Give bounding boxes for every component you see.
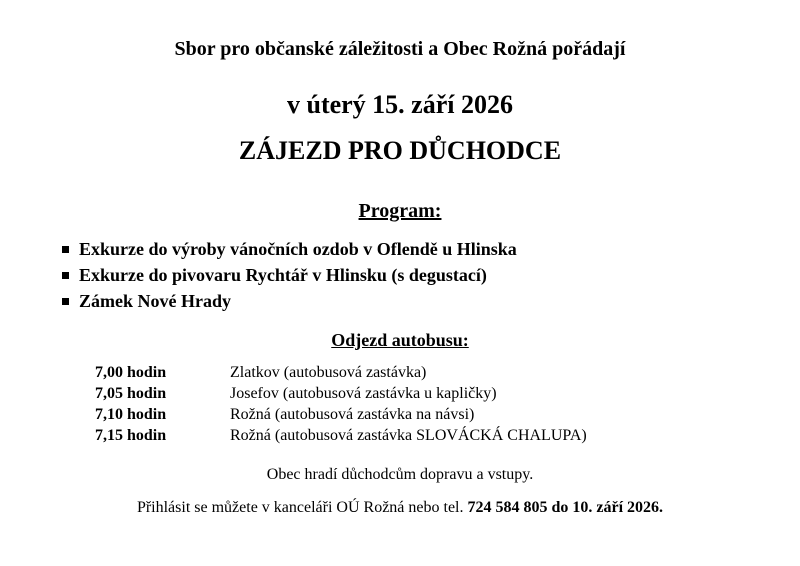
- event-date: v úterý 15. září 2026: [286, 90, 513, 119]
- program-list: [62, 236, 517, 314]
- program-item: [62, 288, 517, 314]
- departure-table: [95, 362, 587, 446]
- departure-place: Josefov (autobusová zastávka u kapličky): [230, 385, 497, 402]
- contact-phone-deadline: 724 584 805 do 10. září 2026.: [467, 499, 664, 516]
- event-title: ZÁJEZD PRO DŮCHODCE: [238, 136, 562, 165]
- transport-note: Obec hradí důchodcům dopravu a vstupy.: [266, 466, 534, 483]
- contact-text: Přihlásit se můžete v kanceláři OÚ Rožná nebo tel.: [136, 499, 464, 516]
- departure-row: [95, 362, 587, 383]
- departure-row: [95, 404, 587, 425]
- departure-time: 7,05 hodin: [95, 385, 167, 402]
- program-item-label: Exkurze do pivovaru Rychtář v Hlinsku (s degustací): [79, 265, 487, 285]
- departure-place: Rožná (autobusová zastávka na návsi): [230, 406, 475, 423]
- program-item-label: Zámek Nové Hrady: [79, 291, 231, 311]
- departure-row: [95, 425, 587, 446]
- program-item-label: Exkurze do výroby vánočních ozdob v Oflendě u Hlinska: [79, 239, 517, 259]
- program-item: [62, 262, 517, 288]
- departure-time: 7,00 hodin: [95, 364, 167, 381]
- organizers-line: Sbor pro občanské záležitosti a Obec Rožná pořádají: [174, 38, 626, 60]
- departure-row: [95, 383, 587, 404]
- program-item: [62, 236, 517, 262]
- square-bullet-icon: [62, 246, 69, 253]
- contact-line: [0, 499, 800, 517]
- departure-time: 7,10 hodin: [95, 406, 167, 423]
- square-bullet-icon: [62, 272, 69, 279]
- square-bullet-icon: [62, 298, 69, 305]
- departure-place: Zlatkov (autobusová zastávka): [230, 364, 427, 381]
- departure-heading: Odjezd autobusu:: [331, 330, 469, 350]
- departure-place: Rožná (autobusová zastávka SLOVÁCKÁ CHALUPA): [230, 427, 587, 444]
- departure-time: 7,15 hodin: [95, 427, 167, 444]
- program-heading: Program:: [358, 200, 442, 222]
